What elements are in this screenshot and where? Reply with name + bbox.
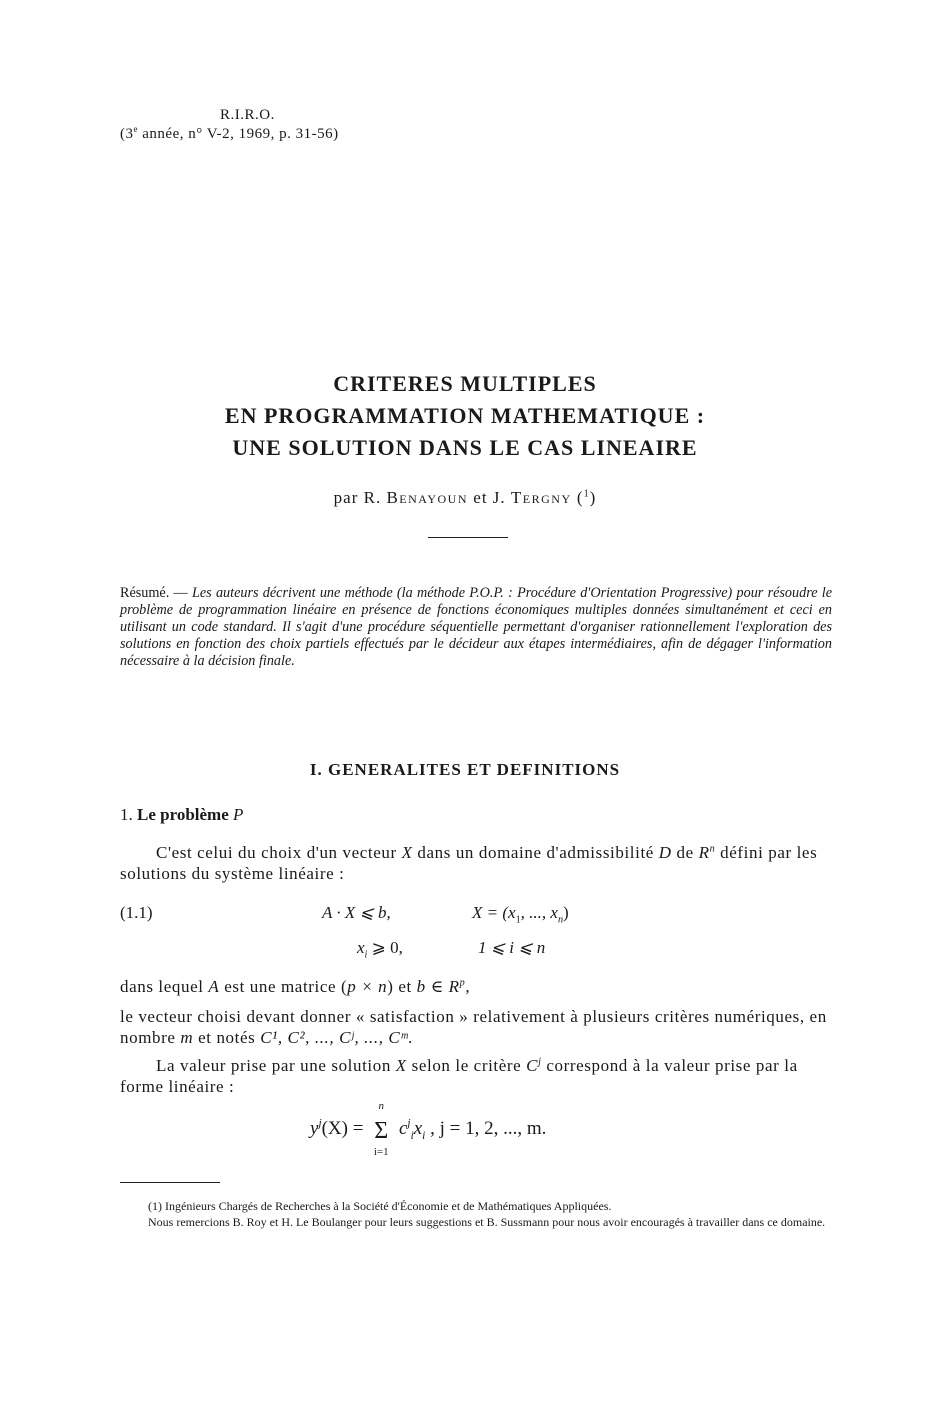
sum-upper: n: [378, 1100, 384, 1112]
f-y: y: [310, 1118, 319, 1139]
p1-R: R: [698, 843, 710, 862]
subsection-symbol: P: [233, 805, 244, 824]
byline-par: par R.: [333, 488, 387, 507]
paragraph-1: [120, 842, 832, 884]
f-tail: , j = 1, 2, ..., m.: [425, 1118, 547, 1139]
p3-text: et notés: [193, 1028, 261, 1047]
abstract-text: Les auteurs décrivent une méthode (la méthode P.O.P. : Procédure d'Orientation Progressive) pour résoudre le problème de programmation linéaire en présence de fonctions économiques multiples données simultanément et ceci en utilisant un code standard. Il s'agit d'une procédure séquentielle permettant d'organiser rationnellement l'exploration des solutions en fonction des choix partiels effectués par le décideur aux étapes intermédiaires, afin de dégager l'information nécessaire à la décision finale.: [120, 585, 832, 669]
p4-text: correspond à la valeur prise par la forme linéaire :: [120, 1056, 798, 1096]
eq-sub: n: [557, 914, 564, 926]
p2-R: R: [448, 977, 460, 996]
p2-text: ∈: [425, 977, 449, 996]
p1-n: n: [709, 843, 716, 855]
equation-2-right: [478, 938, 545, 958]
p2-dims: p × n: [347, 977, 388, 996]
eq-part: X = (x: [472, 903, 516, 922]
p4-text: selon le critère: [406, 1056, 527, 1075]
section-heading: I. GENERALITES ET DEFINITIONS: [309, 760, 621, 779]
p1-text-a: C'est celui du choix d'un vecteur: [156, 843, 402, 862]
eq-part: x: [357, 938, 365, 957]
f-xi: i: [422, 1129, 426, 1142]
eq-sub: i: [364, 949, 368, 961]
p3-m: m: [180, 1028, 194, 1047]
equation-number: (1.1): [120, 903, 153, 922]
footnote-divider: [120, 1182, 220, 1183]
footnote: [120, 1198, 832, 1230]
equation-1-left: A · X ⩽ b,: [322, 903, 391, 922]
byline-et: et J.: [468, 488, 511, 507]
f-X: (X) =: [321, 1118, 369, 1139]
p1-text-d: défini par les solutions du système linéaire :: [120, 843, 818, 883]
p1-X: X: [401, 843, 413, 862]
eq-part: ): [563, 903, 569, 922]
equation-1-right: [472, 903, 569, 926]
issue-prefix: (3: [120, 126, 134, 142]
paragraph-3: [120, 1006, 832, 1048]
p4-j: j: [538, 1056, 542, 1068]
sum-lower: i=1: [373, 1146, 389, 1158]
title-line-3: UNE SOLUTION DANS LE CAS LINEAIRE: [232, 435, 698, 460]
summation-symbol: [368, 1100, 394, 1158]
title-line-2: EN PROGRAMMATION MATHEMATIQUE :: [224, 403, 706, 428]
f-j: j: [318, 1117, 322, 1130]
journal-issue: [120, 125, 339, 144]
p1-text-b: dans un domaine d'admissibilité: [412, 843, 659, 862]
p2-text: est une matrice (: [219, 977, 348, 996]
p4-text: La valeur prise par une solution: [156, 1056, 396, 1075]
journal-header: [120, 106, 339, 144]
p2-text: ) et: [387, 977, 417, 996]
p4-X: X: [395, 1056, 407, 1075]
note-open: (: [571, 488, 584, 507]
f-ci: i: [410, 1129, 414, 1142]
byline: [0, 488, 930, 508]
subsection-title: Le problème: [137, 805, 234, 824]
title-divider: [428, 537, 508, 538]
issue-sup: e: [133, 124, 138, 134]
p1-D: D: [658, 843, 672, 862]
subsection-num: 1.: [120, 805, 137, 824]
journal-name: R.I.R.O.: [220, 107, 275, 123]
footnote-ref: 1: [583, 488, 590, 500]
author-1: Benayoun: [386, 488, 469, 507]
linear-form-formula: [310, 1100, 547, 1158]
paragraph-4: [120, 1055, 832, 1097]
eq-part: 1 ⩽ i ⩽ n: [478, 938, 546, 957]
abstract-label: Résumé. —: [120, 585, 192, 601]
p3-text: le vecteur choisi devant donner « satisfaction » relativement à plusieurs critères numériques, en nombre: [120, 1007, 827, 1047]
p2-text: dans lequel: [120, 977, 209, 996]
footnote-line-1: (1) Ingénieurs Chargés de Recherches à la Société d'Économie et de Mathématiques Appliquées.: [148, 1199, 612, 1213]
p2-A: A: [208, 977, 220, 996]
eq-sub: 1: [515, 914, 521, 926]
f-cj: j: [407, 1117, 411, 1130]
abstract: [120, 585, 832, 670]
f-c: c: [398, 1118, 408, 1139]
p3-text: .: [408, 1028, 413, 1047]
author-2: Tergny: [510, 488, 572, 507]
p1-text-c: de: [671, 843, 699, 862]
p2-p: p: [459, 977, 466, 989]
p3-criteria-list: C¹, C², ..., Cʲ, ..., Cᵐ: [260, 1028, 409, 1047]
p2-text: ,: [465, 977, 471, 996]
p2-b: b: [416, 977, 426, 996]
issue-suffix: année, n° V-2, 1969, p. 31-56): [138, 126, 339, 142]
footnote-line-2: Nous remercions B. Roy et H. Le Boulanger pour leurs suggestions et B. Sussmann pour nous avoir encouragés à travailler dans ce domaine.: [148, 1215, 826, 1229]
p4-C: C: [526, 1056, 539, 1075]
equation-2-left: [357, 938, 403, 961]
paragraph-2: [120, 976, 832, 997]
f-x: x: [413, 1118, 423, 1139]
eq-part: ⩾ 0,: [367, 938, 403, 957]
subsection-heading: [120, 805, 243, 825]
title-line-1: CRITERES MULTIPLES: [333, 371, 597, 396]
sum-sigma: Σ: [374, 1118, 389, 1144]
paper-title: [0, 368, 930, 464]
note-close: ): [589, 488, 597, 507]
eq-part: , ..., x: [520, 903, 558, 922]
